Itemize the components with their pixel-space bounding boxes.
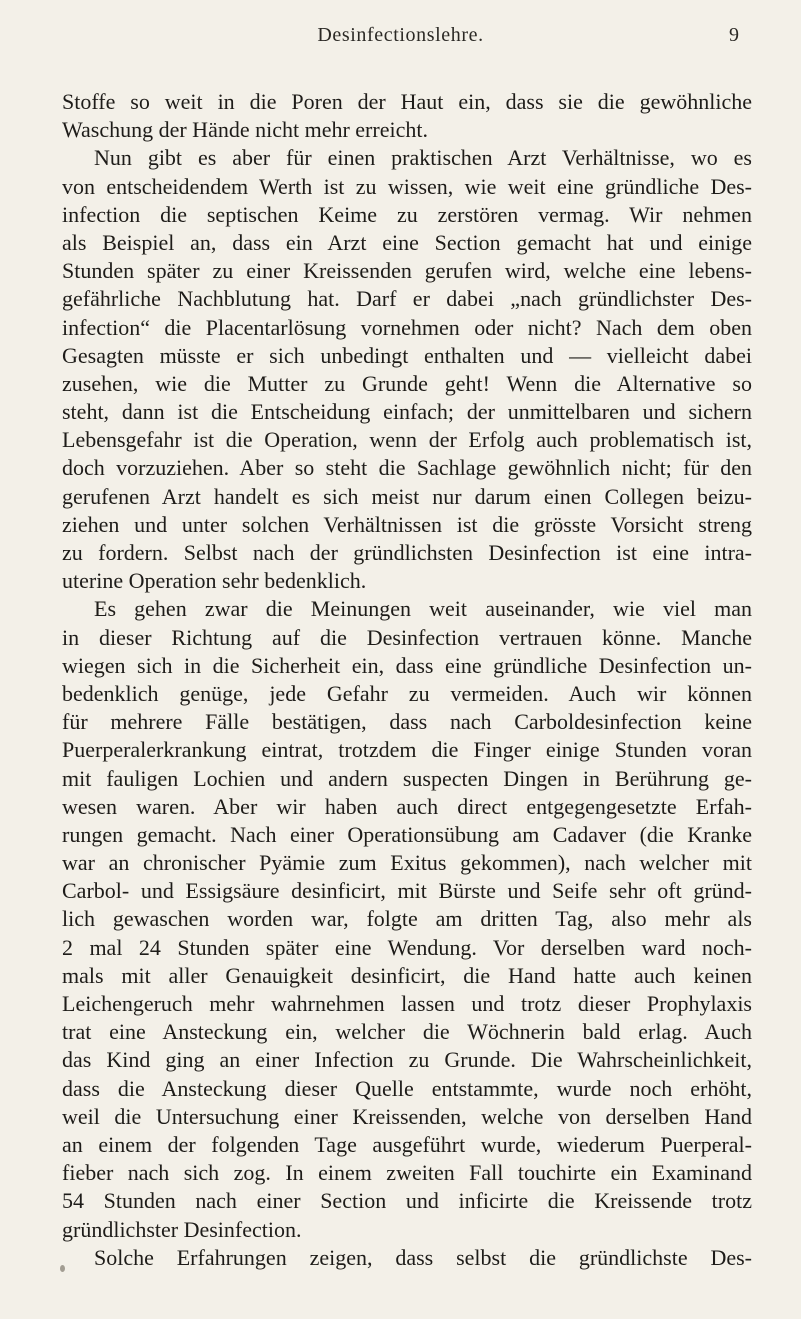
text-line: mals mit aller Genauigkeit desinficirt, die Hand hatte auch keinen [62,962,752,988]
text-line: Lebensgefahr ist die Operation, wenn der Erfolg auch problematisch ist, [62,427,752,453]
text-line: gefährliche Nachblutung hat. Darf er dabei „nach gründlichster Des- [62,286,752,312]
text-line: das Kind ging an einer Infection zu Grunde. Die Wahrscheinlichkeit, [62,1047,752,1073]
text-line: Nun gibt es aber für einen praktischen Arzt Verhältnisse, wo es [94,145,752,171]
text-line: war an chronischer Pyämie zum Exitus gekommen), nach welcher mit [62,850,752,876]
text-line: weil die Untersuchung einer Kreissenden, welche von derselben Hand [62,1103,752,1129]
text-line: fieber nach sich zog. In einem zweiten Fall touchirte ein Examinand [62,1160,752,1186]
text-line: mit fauligen Lochien und andern suspecten Dingen in Berührung ge- [62,765,752,791]
text-line: zusehen, wie die Mutter zu Grunde geht! Wenn die Alternative so [62,370,752,396]
text-line: bedenklich genüge, jede Gefahr zu vermeiden. Auch wir können [62,680,752,706]
text-line: Stoffe so weit in die Poren der Haut ein, dass sie die gewöhnliche [62,89,752,114]
text-line: Solche Erfahrungen zeigen, dass selbst die gründlichste Des- [94,1244,752,1270]
text-line: gerufenen Arzt handelt es sich meist nur darum einen Collegen beizu- [62,483,752,509]
text-line: doch vorzuziehen. Aber so steht die Sachlage gewöhnlich nicht; für den [62,455,752,481]
text-line: wiegen sich in die Sicherheit ein, dass eine gründliche Desinfection un- [62,652,752,678]
text-line: wesen waren. Aber wir haben auch direct entgegengesetzte Erfah- [62,793,752,819]
text-line: für mehrere Fälle bestätigen, dass nach Carboldesinfection keine [62,709,752,735]
text-line: Stunden später zu einer Kreissenden gerufen wird, welche eine lebens- [62,258,752,284]
text-line: 2 mal 24 Stunden später eine Wendung. Vor derselben ward noch- [62,934,752,960]
text-line: Carbol- und Essigsäure desinficirt, mit Bürste und Seife sehr oft gründ- [62,878,752,904]
body-text [62,88,752,1272]
text-line: rungen gemacht. Nach einer Operationsübung am Cadaver (die Kranke [62,821,752,847]
page-number: 9 [729,24,739,46]
text-line: lich gewaschen worden war, folgte am dritten Tag, also mehr als [62,906,752,932]
text-line: ziehen und unter solchen Verhältnissen ist die grösste Vorsicht streng [62,511,752,537]
text-line: Gesagten müsste er sich unbedingt enthalten und — vielleicht dabei [62,342,752,368]
text-line: gründlichster Desinfection. [62,1216,302,1242]
text-line: an einem der folgenden Tage ausgeführt wurde, wiederum Puerperal- [62,1131,752,1157]
text-line: Puerperalerkrankung eintrat, trotzdem die Finger einige Stunden voran [62,737,752,763]
text-line: trat eine Ansteckung ein, welcher die Wöchnerin bald erlag. Auch [62,1019,752,1045]
text-line: infection die septischen Keime zu zerstören vermag. Wir nehmen [62,201,752,227]
text-line: steht, dann ist die Entscheidung einfach; der unmittelbaren und sichern [62,399,752,425]
text-line: von entscheidendem Werth ist zu wissen, wie weit eine gründliche Des- [62,173,752,199]
text-line: in dieser Richtung auf die Desinfection vertrauen könne. Manche [62,624,752,650]
text-line: zu fordern. Selbst nach der gründlichsten Desinfection ist eine intra- [62,540,752,565]
text-line: Leichengeruch mehr wahrnehmen lassen und trotz dieser Prophylaxis [62,991,752,1016]
text-line: uterine Operation sehr bedenklich. [62,568,367,594]
running-head [0,24,801,54]
running-title: Desinfectionslehre. [317,24,484,46]
text-line: 54 Stunden nach einer Section und inficirte die Kreissende trotz [62,1188,752,1214]
text-line: infection“ die Placentarlösung vornehmen oder nicht? Nach dem oben [62,314,752,340]
text-line: Waschung der Hände nicht mehr erreicht. [62,117,428,143]
text-line: Es gehen zwar die Meinungen weit auseinander, wie viel man [94,596,752,622]
page-blemish [60,1265,65,1272]
text-line: als Beispiel an, dass ein Arzt eine Section gemacht hat und einige [62,229,752,255]
text-line: dass die Ansteckung dieser Quelle entstammte, wurde noch erhöht, [62,1075,752,1101]
